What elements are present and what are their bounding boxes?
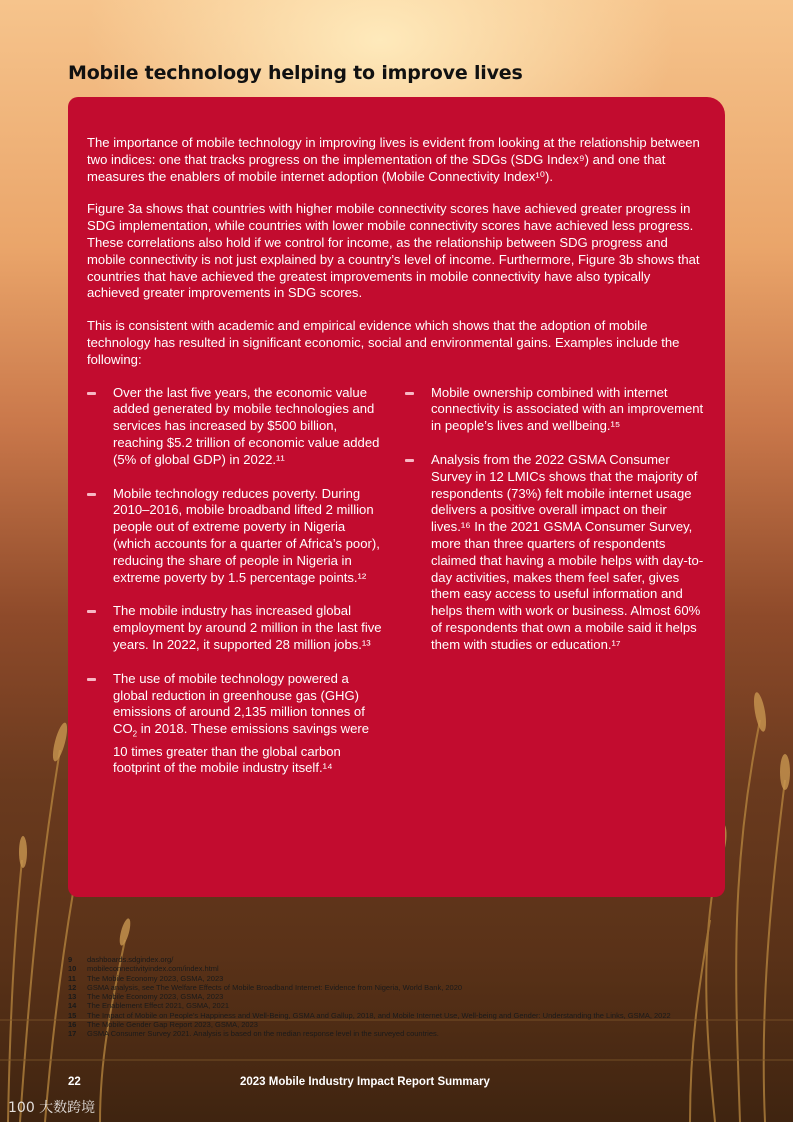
- list-item: [87, 486, 385, 587]
- list-item: [405, 385, 705, 435]
- bullet-dash-icon: [405, 459, 414, 462]
- footnote-text: The Enablement Effect 2021, GSMA, 2021: [87, 1001, 230, 1011]
- list-item-text: [113, 671, 369, 776]
- footnote: [68, 1011, 708, 1020]
- footnote: [68, 964, 708, 973]
- list-item-text: Mobile technology reduces poverty. During 2010–2016, mobile broadband lifted 2 million people out of extreme poverty in Nigeria (which accounts for a quarter of Africa’s poor), reducing the share of people in Nigeria in extreme poverty by 1.5 percentage points.¹²: [113, 485, 380, 585]
- footnotes: [68, 955, 708, 1039]
- co2-text-before: The use of mobile technology powered a global reduction in greenhouse gas (GHG) emissions of around 2,135 million tonnes of CO: [113, 670, 365, 737]
- bullet-dash-icon: [87, 392, 96, 395]
- list-item: [87, 603, 385, 653]
- footnote-number: 9: [68, 955, 73, 964]
- footnote: [68, 1020, 708, 1029]
- footnote-text: The Mobile Gender Gap Report 2023, GSMA, 2023: [87, 1020, 258, 1030]
- footnote-text: The Impact of Mobile on People’s Happiness and Well-Being, GSMA and Gallup, 2018, and Mobile Internet Use, Well-being and Gender: Understanding the Links, GSMA, 2022: [87, 1010, 671, 1020]
- footnote-text: GSMA analysis, see The Welfare Effects of Mobile Broadband Internet: Evidence from Nigeria, World Bank, 2020: [87, 982, 463, 992]
- footnote: [68, 974, 708, 983]
- footnote-text: mobileconnectivityindex.com/index.html: [87, 964, 219, 974]
- footnote-number: 17: [68, 1029, 77, 1039]
- list-item: [87, 385, 385, 469]
- co2-text-after: in 2018. These emissions savings were 10 times greater than the global carbon footprint of the mobile industry itself.¹⁴: [113, 721, 370, 776]
- footnote-number: 14: [68, 1001, 77, 1011]
- intro-paragraph-2: Figure 3a shows that countries with higher mobile connectivity scores have achieved greater progress in SDG implementation, while countries with lower mobile connectivity scores have achieved less progress. These correlations also hold if we control for income, as the relationship between SDG progress and mobile connectivity is not just explained by a country’s level of income. Furthermore, Figure 3b shows that countries that have achieved the greatest improvements in mobile connectivity have also typically achieved greater improvements in SDG scores.: [87, 201, 700, 301]
- page-title: Mobile technology helping to improve lives: [68, 62, 523, 84]
- content-panel: [68, 97, 725, 897]
- bullet-columns: [87, 385, 705, 795]
- list-item-text: The mobile industry has increased global employment by around 2 million in the last five years. In 2022, it supported 28 million jobs.¹³: [113, 603, 382, 652]
- report-title: 2023 Mobile Industry Impact Report Summary: [240, 1076, 490, 1088]
- footnote-number: 12: [68, 982, 77, 992]
- list-item-text: Analysis from the 2022 GSMA Consumer Survey in 12 LMICs shows that the majority of respondents (73%) felt mobile internet usage delivers a positive overall impact on their lives.¹⁶ In the 2021 GSMA Consumer Survey, more than three quarters of respondents claimed that having a mobile helps with day-to-day activities, makes them feel safer, gives them easy access to useful information and helps them with work or business. Almost 60% of respondents that own a mobile said it helps them with studies or education.¹⁷: [431, 451, 704, 652]
- page-number: 22: [68, 1076, 81, 1088]
- list-item: [405, 452, 705, 654]
- footnote-text: dashboards.sdgindex.org/: [87, 955, 174, 964]
- bullet-dash-icon: [87, 678, 96, 681]
- bullet-column-left: [87, 385, 385, 795]
- bullet-dash-icon: [87, 610, 96, 613]
- list-item-text: Mobile ownership combined with internet connectivity is associated with an improvement in people’s lives and wellbeing.¹⁵: [431, 384, 704, 434]
- footnote: [68, 955, 708, 964]
- footnote-number: 15: [68, 1010, 77, 1020]
- intro-paragraph-1: The importance of mobile technology in improving lives is evident from looking at the relationship between two indices: one that tracks progress on the implementation of the SDGs (SDG Index⁹) and one that measures the enablers of mobile internet adoption (Mobile Connectivity Index¹⁰).: [87, 135, 700, 184]
- footnote: [68, 983, 708, 992]
- co2-subscript: 2: [132, 729, 138, 739]
- footnote-text: The Mobile Economy 2023, GSMA, 2023: [87, 992, 224, 1002]
- footnote: [68, 1029, 708, 1038]
- list-item-text: Over the last five years, the economic value added generated by mobile technologies and services has increased by $500 billion, reaching $5.2 trillion of economic value added (5% of global GDP) in 2022.¹¹: [113, 384, 380, 467]
- bullet-dash-icon: [87, 493, 96, 496]
- footnote: [68, 1001, 708, 1010]
- footnote-text: The Mobile Economy 2023, GSMA, 2023: [87, 973, 224, 983]
- bullet-dash-icon: [405, 392, 414, 395]
- footnote-number: 11: [68, 973, 76, 983]
- list-item: [87, 671, 385, 777]
- footnote-number: 10: [68, 964, 77, 974]
- intro-paragraph-3: This is consistent with academic and empirical evidence which shows that the adoption of mobile technology has resulted in significant economic, social and environmental gains. Examples include the following:: [87, 318, 680, 367]
- bullet-column-right: [405, 385, 705, 795]
- footnote: [68, 992, 708, 1001]
- footnote-text: GSMA Consumer Survey 2021. Analysis is based on the median response level in the surveyed countries.: [87, 1029, 439, 1039]
- watermark-logo: 100 大数跨境: [8, 1100, 96, 1116]
- footnote-number: 16: [68, 1020, 77, 1030]
- footnote-number: 13: [68, 992, 77, 1002]
